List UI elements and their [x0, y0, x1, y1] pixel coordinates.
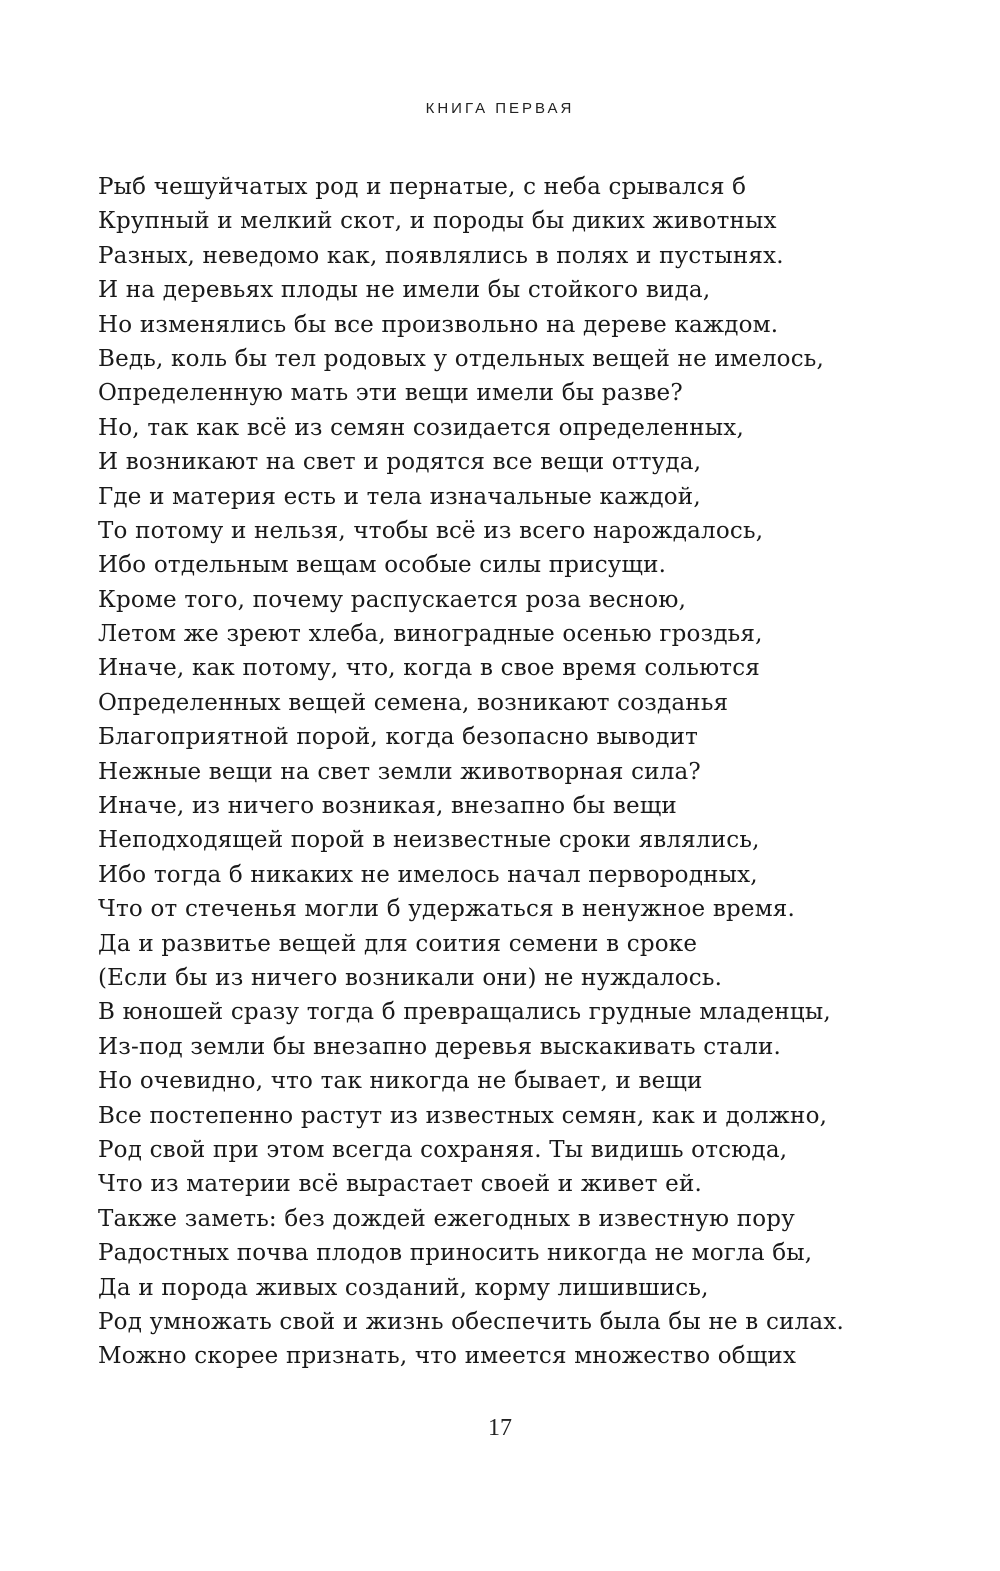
verse-line: Все постепенно растут из известных семян, как и должно, [98, 1102, 828, 1129]
verse-line: Род свой при этом всегда сохраняя. Ты видишь отсюда, [98, 1136, 788, 1163]
verse-line: Определенную мать эти вещи имели бы разве? [98, 380, 683, 407]
verse-line: Благоприятной порой, когда безопасно выводит [98, 724, 699, 751]
page-number: 17 [488, 1415, 512, 1441]
verse-line: Да и развитье вещей для соития семени в сроке [98, 930, 698, 957]
verse-line: Ибо тогда б никаких не имелось начал первородных, [98, 861, 758, 888]
verse-line: Из-под земли бы внезапно деревья выскакивать стали. [98, 1033, 782, 1060]
verse-line: (Если бы из ничего возникали они) не нуждалось. [98, 964, 723, 991]
verse-line: Что из материи всё вырастает своей и живет ей. [98, 1171, 702, 1198]
verse-line: Ведь, коль бы тел родовых у отдельных вещей не имелось, [98, 345, 825, 372]
verse-line: Рыб чешуйчатых род и пернатые, с неба срывался б [98, 174, 747, 200]
verse-line: Определенных вещей семена, возникают созданья [98, 689, 729, 716]
running-head: КНИГА ПЕРВАЯ [425, 100, 575, 117]
verse-line: Крупный и мелкий скот, и породы бы диких животных [98, 208, 777, 235]
verse-line: Нежные вещи на свет земли животворная сила? [98, 758, 701, 785]
verse-line: Можно скорее признать, что имеется множество общих [98, 1343, 797, 1370]
verse-line: И на деревьях плоды не имели бы стойкого вида, [98, 277, 711, 304]
verse-line: Но изменялись бы все произвольно на дереве каждом. [98, 311, 779, 338]
verse-line: Но очевидно, что так никогда не бывает, и вещи [98, 1068, 703, 1095]
verse-line: Иначе, из ничего возникая, внезапно бы вещи [98, 793, 677, 820]
verse-line: Что от стеченья могли б удержаться в ненужное время. [98, 896, 796, 923]
verse-line: Род умножать свой и жизнь обеспечить была бы не в силах. [98, 1308, 844, 1335]
verse-line: И возникают на свет и родятся все вещи оттуда, [98, 449, 702, 476]
verse-line: Радостных почва плодов приносить никогда не могла бы, [98, 1240, 813, 1267]
verse-line: Кроме того, почему распускается роза весною, [98, 586, 687, 613]
verse-line: Также заметь: без дождей ежегодных в известную пору [98, 1205, 795, 1232]
verse-line: Где и материя есть и тела изначальные каждой, [98, 483, 701, 510]
verse-line: Ибо отдельным вещам особые силы присущи. [98, 552, 667, 579]
verse-block [98, 170, 878, 1374]
verse-line: Но, так как всё из семян созидается определенных, [98, 414, 744, 441]
verse-line: Да и порода живых созданий, корму лишившись, [98, 1274, 709, 1301]
verse-line: Разных, неведомо как, появлялись в полях и пустынях. [98, 242, 784, 269]
verse-line: Неподходящей порой в неизвестные сроки являлись, [98, 827, 760, 854]
verse-line: То потому и нельзя, чтобы всё из всего нарождалось, [98, 517, 764, 544]
verse-line: В юношей сразу тогда б превращались грудные младенцы, [98, 999, 831, 1026]
verse-line: Летом же зреют хлеба, виноградные осенью гроздья, [98, 621, 763, 648]
verse-line: Иначе, как потому, что, когда в свое время сольются [98, 655, 761, 682]
